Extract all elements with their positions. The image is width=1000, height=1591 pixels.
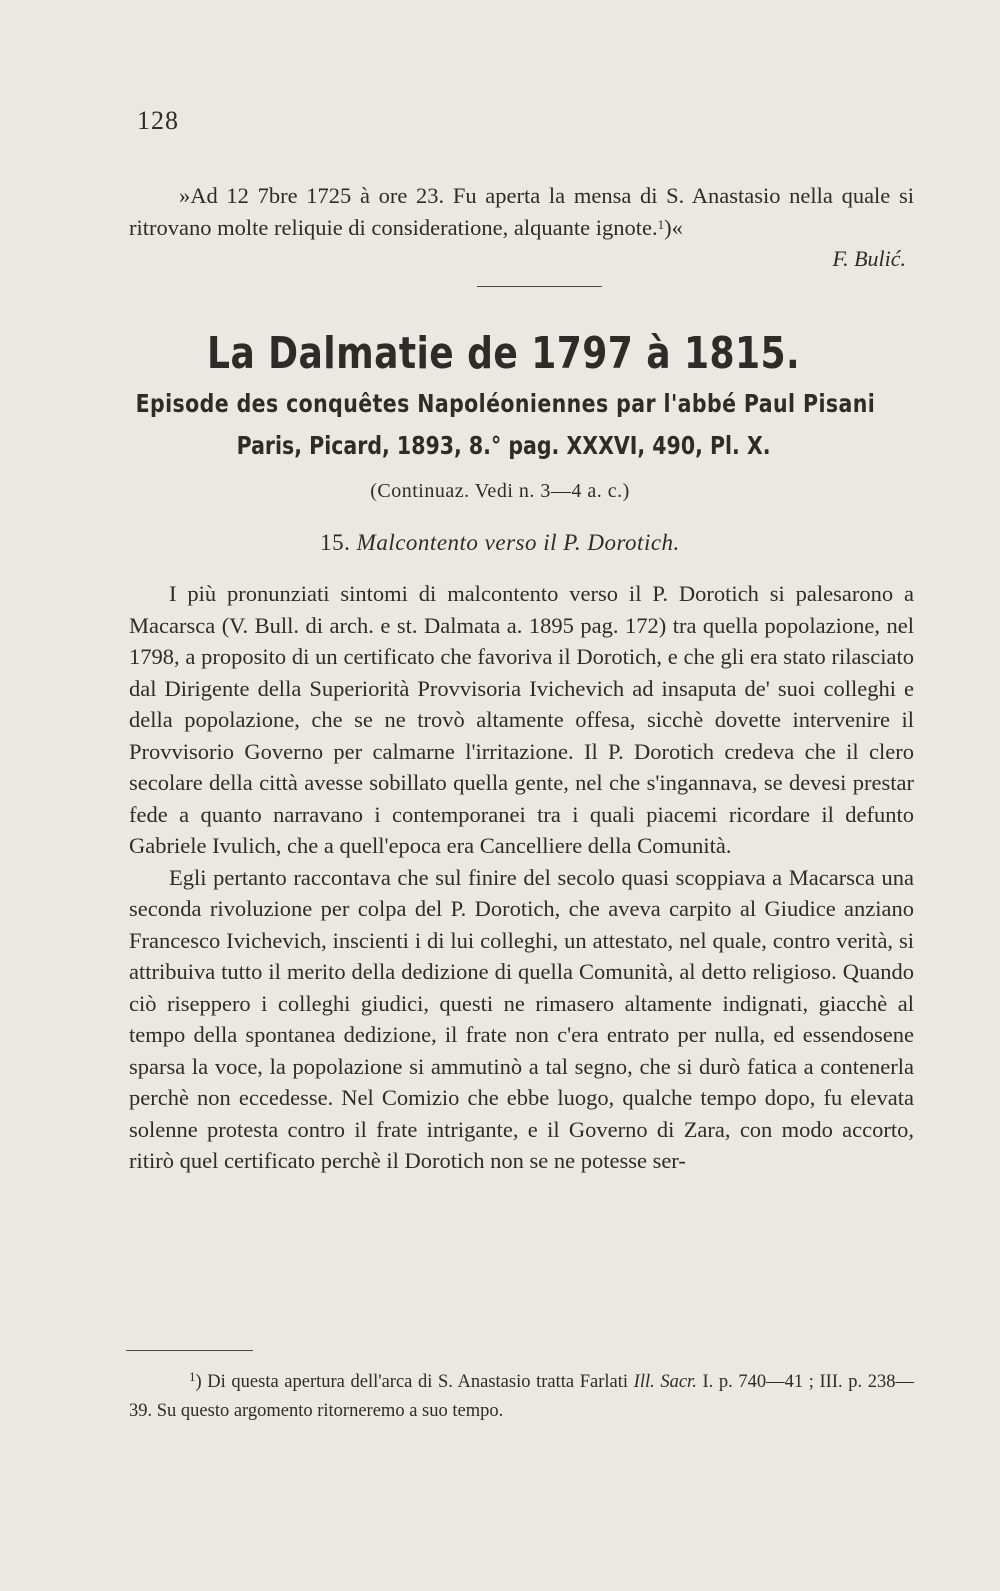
continuation-note: (Continuaz. Vedi n. 3—4 a. c.)	[370, 480, 630, 502]
footnote-text-a: ) Di questa apertura dell'arca di S. Anastasio tratta Farlati	[195, 1372, 629, 1392]
paragraph: Egli pertanto raccontava che sul finire del secolo quasi scoppiava a Macarsca una seconda rivoluzione per colpa del P. Dorotich, che aveva carpito al Giudice anziano Francesco Ivichevich, inscienti i di lui colleghi, un attestato, nel quale, contro verità, si attribuiva tutto il merito della dedizione di quella Comunità, al detto religioso. Quando ciò riseppero i colleghi giudici, questi ne rimasero altamente indignati, giacchè al tempo della spontanea dedizione, il frate non c'era entrato per nulla, ed essendosene sparsa la voce, la popolazione si ammutinò a tal segno, che si durò fatica a contenerla perchè non eccedesse. Nel Comizio che ebbe luogo, qualche tempo dopo, fu elevata solenne protesta contro il frate intrigante, e il Governo di Zara, con modo accorto, ritirò quel certificato perchè il Dorotich non se ne potesse ser-	[129, 864, 914, 1173]
quote-signature: F. Bulić.	[832, 246, 906, 271]
footnote-rule	[126, 1350, 253, 1351]
footnote-text-b: I. p. 740—41 ; III. p. 238—39. Su questo argomento ritorneremo a suo tempo.	[129, 1372, 914, 1421]
article-subtitle: Episode des conquêtes Napoléoniennes par l'abbé Paul Pisani	[135, 389, 876, 418]
bibliographic-info: Paris, Picard, 1893, 8.° pag. XXXVI, 490, Pl. X.	[236, 431, 771, 460]
separator-rule	[477, 286, 602, 287]
section-title: Malcontento verso il P. Dorotich.	[356, 530, 680, 555]
paragraph: I più pronunziati sintomi di malcontento verso il P. Dorotich si palesarono a Macarsca (V. Bull. di arch. e st. Dalmata a. 1895 pag. 172) tra quella popolazione, nel 1798, a proposito di un certificato che favoriva il Dorotich, e che gli era stato rilasciato dal Dirigente della Superiorità Provvisoria Ivichevich ad insaputa de' suoi colleghi e della popolazione, che se ne trovò altamente offesa, sicchè dovette intervenire il Provvisorio Governo per calmarne l'irritazione. Il P. Dorotich credeva che il clero secolare della città avesse sobillato quella gente, nel che s'ingannava, se devesi prestar fede a quanto narravano i contemporanei tra i quali piacemi ricordare il defunto Gabriele Ivulich, che a quell'epoca era Cancelliere della Comunità.	[129, 581, 914, 858]
article-title: La Dalmatie de 1797 à 1815.	[207, 328, 801, 379]
footnote-italic-ref: Ill. Sacr.	[633, 1372, 697, 1392]
section-heading	[0, 530, 1000, 556]
quote-text: »Ad 12 7bre 1725 à ore 23. Fu aperta la mensa di S. Anastasio nella quale si ritrovano molte reliquie di consideratione, alquante ignote.	[129, 183, 914, 240]
opening-quote	[129, 180, 914, 243]
footnote-marker: 1	[189, 1369, 196, 1384]
footnote-ref: 1	[657, 216, 665, 232]
page-number: 128	[137, 106, 179, 135]
section-number: 15.	[320, 530, 351, 555]
body-text	[129, 578, 914, 1177]
quote-close: )«	[664, 214, 683, 240]
footnote	[129, 1368, 914, 1426]
